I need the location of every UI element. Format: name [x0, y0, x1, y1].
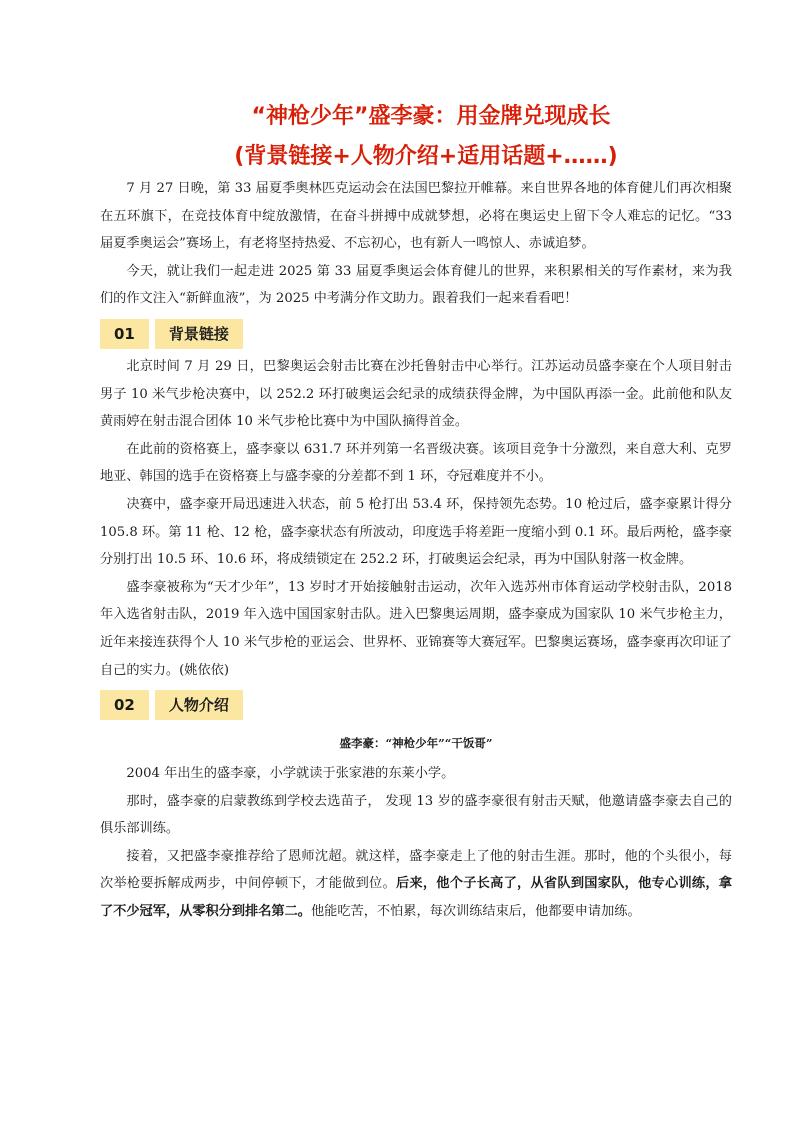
- background-paragraph-4: 盛李豪被称为“天才少年”，13 岁时才开始接触射击运动，次年入选苏州市体育运动学校射击队，2018 年入选省射击队，2019 年入选中国国家射击队。进入巴黎奥运周期，盛李豪成为国家队 10 米气步枪主力，近年来接连获得个人 10 米气步枪的亚运会、世界杯、亚锦赛等大赛冠军。巴黎奥运赛场，盛李豪再次印证了自己的实力。(姚依依): [100, 579, 732, 678]
- document-subtitle: (背景链接+人物介绍+适用话题+……): [234, 144, 618, 169]
- profile-text-start: 接着，又把盛李豪推荐给了恩师沈超。就这样，盛李豪走上了他的射击生涯。那时，他的个头很小，每次举枪要拆解成两步，中间停顿下，才能做到位。: [100, 848, 732, 892]
- profile-paragraph-3: [100, 843, 732, 926]
- background-paragraph-3: 决赛中，盛李豪开局迅速进入状态，前 5 枪打出 53.4 环，保持领先态势。10 枪过后，盛李豪累计得分 105.8 环。第 11 枪、12 枪，盛李豪状态有所波动，印度选手将差距一度缩小到 0.1 环。最后两枪，盛李豪分别打出 10.5 环、10.6 环，将成绩锁定在 252.2 环，打破奥运会纪录，再为中国队射落一枚金牌。: [100, 496, 732, 568]
- background-paragraph-1: 北京时间 7 月 29 日，巴黎奥运会射击比赛在沙托鲁射击中心举行。江苏运动员盛李豪在个人项目射击男子 10 米气步枪决赛中，以 252.2 环打破奥运会纪录的成绩获得金牌，为中国队再添一金。此前他和队友黄雨婷在射击混合团体 10 米气步枪比赛中为中国队摘得首金。: [100, 358, 732, 430]
- background-paragraph-2: 在此前的资格赛上，盛李豪以 631.7 环并列第一名晋级决赛。该项目竞争十分激烈，来自意大利、克罗地亚、韩国的选手在资格赛上与盛李豪的分差都不到 1 环，夺冠难度并不小。: [100, 441, 732, 485]
- profile-paragraph-2: 那时，盛李豪的启蒙教练到学校去选苗子， 发现 13 岁的盛李豪很有射击天赋，他邀请盛李豪去自己的俱乐部训练。: [100, 793, 732, 837]
- section-number: 02: [100, 690, 149, 720]
- section-title: 背景链接: [155, 319, 243, 349]
- section-title: 人物介绍: [155, 690, 243, 720]
- section-heading-background: [100, 319, 243, 349]
- section-heading-profile: [100, 690, 243, 720]
- profile-text-bold: 后来，他个子长高了，从省队到国家队，他专心训练，拿了不少冠军，从零积分到排名第二。: [100, 876, 732, 920]
- profile-subheading: 盛李豪：“神枪少年”“干饭哥”: [339, 736, 493, 751]
- profile-paragraph-1: 2004 年出生的盛李豪，小学就读于张家港的东莱小学。: [126, 766, 455, 782]
- section-number: 01: [100, 319, 149, 349]
- profile-text-end: 他能吃苦，不怕累，每次训练结束后，他都要申请加练。: [311, 904, 641, 920]
- intro-paragraph-1: 7 月 27 日晚，第 33 届夏季奥林匹克运动会在法国巴黎拉开帷幕。来自世界各地的体育健儿们再次相聚在五环旗下，在竞技体育中绽放激情，在奋斗拼搏中成就梦想，必将在奥运史上留下令人难忘的记忆。“33 届夏季奥运会”赛场上，有老将坚持热爱、不忘初心，也有新人一鸣惊人、赤诚追梦。: [100, 181, 732, 252]
- document-title: “神枪少年”盛李豪：用金牌兑现成长: [251, 104, 611, 129]
- intro-paragraph-2: 今天，就让我们一起走进 2025 第 33 届夏季奥运会体育健儿的世界，来积累相关的写作素材，来为我们的作文注入“新鲜血液”，为 2025 中考满分作文助力。跟着我们一起来看看吧！: [100, 263, 732, 307]
